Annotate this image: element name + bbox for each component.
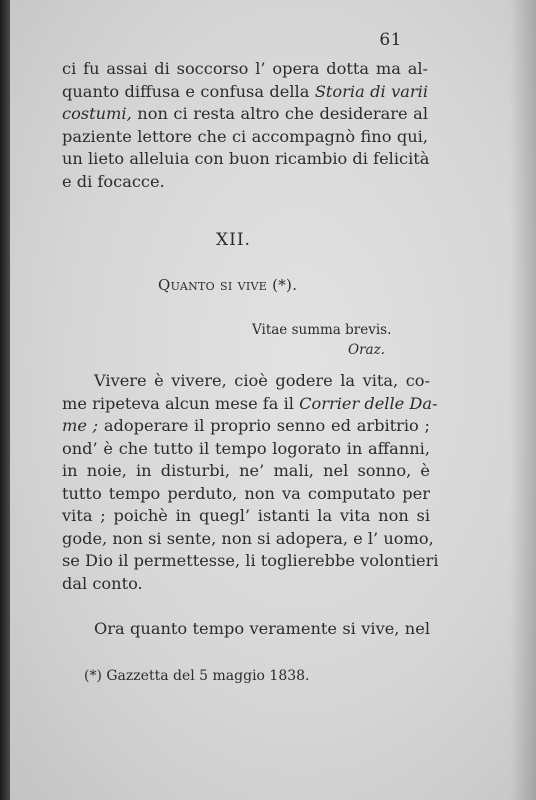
section-number: XII. <box>216 230 251 250</box>
book-spine <box>0 0 10 800</box>
text-line: se Dio il permettesse, li toglierebbe volontieri <box>62 551 439 570</box>
text-line: gode, non si sente, non si adopera, e l’ uomo, <box>62 528 434 548</box>
text-line: me ; adoperare il proprio senno ed arbitrio ; <box>62 416 431 435</box>
text-line: vita ; poichè in quegl’ istanti la vita non si <box>62 506 430 525</box>
text-line: e di focacce. <box>62 171 165 191</box>
page-number: 61 <box>379 30 402 50</box>
text-line: tutto tempo perduto, non va computato per <box>62 483 430 503</box>
epigraph-source: Oraz. <box>348 342 385 358</box>
continuation-text: Ora quanto tempo veramente si vive, nel <box>94 619 430 638</box>
text-line: ci fu assai di soccorso l’ opera dotta ma al- <box>62 59 428 78</box>
opening-paragraph <box>62 58 428 193</box>
text-line: ond’ è che tutto il tempo logorato in affanni, <box>62 438 430 458</box>
text-line: paziente lettore che ci accompagnò fino qui, <box>62 126 428 146</box>
text-line: in noie, in disturbi, ne’ mali, nel sonno, è <box>62 461 430 480</box>
text-line: un lieto alleluia con buon ricambio di felicità <box>62 149 430 168</box>
epigraph-text: Vitae summa brevis. <box>252 322 392 338</box>
footnote: (*) Gazzetta del 5 maggio 1838. <box>84 668 310 684</box>
text-line: Vivere è vivere, cioè godere la vita, co- <box>94 371 430 390</box>
text-line: me ripeteva alcun mese fa il Corrier delle Da- <box>62 393 438 413</box>
text-line: costumi, non ci resta altro che desiderare al <box>62 104 428 123</box>
text-line: dal conto. <box>62 573 143 593</box>
continuation-line <box>62 618 430 641</box>
book-page <box>10 0 536 800</box>
text-line: quanto diffusa e confusa della Storia di varii <box>62 81 428 101</box>
body-paragraph <box>62 370 439 595</box>
page-edge-shadow <box>510 0 536 800</box>
section-title: Quanto si vive (*). <box>158 276 298 294</box>
